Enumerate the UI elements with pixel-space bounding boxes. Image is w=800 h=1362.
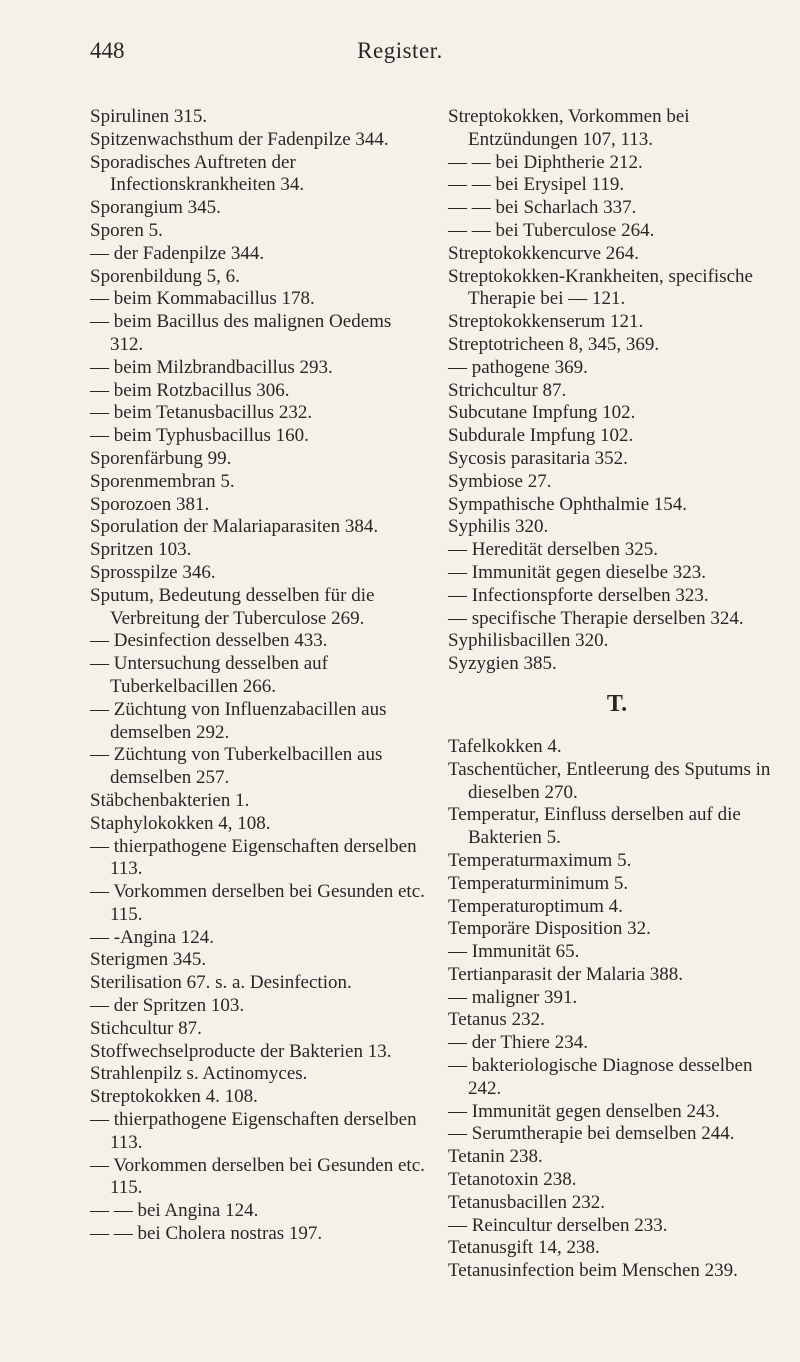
index-entry: Temperatur, Einfluss derselben auf die Bakterien 5. (448, 804, 741, 849)
index-entry: Sterigmen 345. (90, 949, 207, 971)
index-entry: Temporäre Disposition 32. (448, 918, 651, 940)
index-entry: — der Spritzen 103. (90, 995, 245, 1017)
index-entry: — maligner 391. (448, 986, 578, 1008)
index-entry: Tetanusbacillen 232. (448, 1191, 605, 1213)
index-entry: Syzygien 385. (448, 653, 557, 675)
index-entry: Sporenfärbung 99. (90, 447, 232, 469)
section-letter-t: T. (606, 690, 628, 717)
index-entry: — Immunität gegen dieselbe 323. (448, 561, 707, 583)
index-entry: Spritzen 103. (90, 539, 192, 561)
index-entry: Strichcultur 87. (448, 379, 567, 401)
index-entry: Streptotricheen 8, 345, 369. (448, 333, 660, 355)
index-entry: — bakteriologische Diagnose desselben 242. (448, 1055, 753, 1099)
index-entry: Spitzenwachsthum der Fadenpilze 344. (90, 128, 389, 150)
index-entry: — specifische Therapie derselben 324. (448, 607, 744, 629)
index-entry: — Züchtung von Tuberkelbacillen aus demselben 257. (90, 744, 383, 789)
index-entry: Tetanin 238. (448, 1146, 543, 1168)
index-entry: Sprosspilze 346. (90, 561, 216, 583)
index-entry: Sycosis parasitaria 352. (448, 447, 628, 469)
index-entry: Syphilisbacillen 320. (448, 630, 609, 652)
index-entry: Sporozoen 381. (90, 493, 210, 515)
index-entry: Sporenmembran 5. (90, 470, 235, 492)
index-entry: Sporenbildung 5, 6. (90, 265, 240, 287)
index-entry: — beim Milzbrandbacillus 293. (90, 356, 333, 378)
index-entry: — — bei Diphtherie 212. (448, 151, 643, 173)
index-entry: — — bei Erysipel 119. (448, 174, 625, 196)
left-index-column (90, 106, 425, 1246)
index-entry: Stichcultur 87. (90, 1017, 202, 1039)
index-entry: — thierpathogene Eigenschaften derselben 113. (90, 1109, 417, 1153)
index-entry: — beim Rotzbacillus 306. (90, 379, 290, 401)
running-head: Register. (357, 38, 443, 63)
index-entry: Streptokokkencurve 264. (448, 242, 640, 264)
index-entry: — thierpathogene Eigenschaften derselben 113. (90, 835, 417, 880)
index-entry: Tafelkokken 4. (448, 735, 562, 757)
index-entry: — der Thiere 234. (448, 1032, 588, 1054)
index-entry: — der Fadenpilze 344. (90, 242, 265, 264)
index-entry: Tetanusinfection beim Menschen 239. (448, 1260, 738, 1282)
index-entry: — Heredität derselben 325. (448, 539, 658, 561)
index-entry: Sporangium 345. (90, 197, 221, 219)
index-entry: — — bei Cholera nostras 197. (90, 1223, 323, 1245)
index-entry: Temperaturoptimum 4. (448, 895, 623, 917)
index-entry: Streptokokken 4. 108. (90, 1086, 258, 1108)
index-entry: Subcutane Impfung 102. (448, 402, 636, 424)
index-entry: — Desinfection desselben 433. (90, 630, 328, 652)
index-entry: — Untersuchung desselben auf Tuberkelbacillen 266. (90, 653, 328, 697)
index-entry: — beim Typhusbacillus 160. (90, 425, 309, 447)
index-entry: — — bei Angina 124. (90, 1200, 259, 1222)
index-entry: Tetanotoxin 238. (448, 1169, 577, 1191)
index-entry: — Vorkommen derselben bei Gesunden etc. 115. (90, 881, 425, 925)
index-entry: Spirulinen 315. (90, 106, 208, 127)
index-entry: Sympathische Ophthalmie 154. (448, 493, 688, 515)
index-entry: Sputum, Bedeutung desselben für die Verbreitung der Tuberculose 269. (90, 584, 375, 629)
index-entry: — beim Tetanusbacillus 232. (90, 402, 313, 424)
index-entry: — Immunität 65. (448, 941, 580, 963)
index-entry: Taschentücher, Entleerung des Sputums in dieselben 270. (448, 758, 771, 803)
index-entry: Temperaturmaximum 5. (448, 849, 632, 871)
index-entry: Sporulation der Malariaparasiten 384. (90, 516, 379, 538)
index-entry: — Immunität gegen denselben 243. (448, 1100, 720, 1122)
index-entry: Symbiose 27. (448, 470, 552, 492)
page-header (0, 38, 800, 78)
index-entry: Streptokokken-Krankheiten, specifische Therapie bei — 121. (448, 265, 753, 310)
right-entries-t (448, 736, 786, 1283)
index-entry: — Infectionspforte derselben 323. (448, 584, 709, 606)
index-entry: Tertianparasit der Malaria 388. (448, 963, 684, 985)
index-entry: Tetanus 232. (448, 1009, 545, 1031)
index-entry: Streptokokkenserum 121. (448, 311, 644, 333)
index-entry: — — bei Tuberculose 264. (448, 219, 655, 241)
index-entry: Streptokokken, Vorkommen bei Entzündungen 107, 113. (448, 106, 690, 150)
index-entry: — pathogene 369. (448, 356, 588, 378)
index-entry: — beim Kommabacillus 178. (90, 288, 315, 310)
index-entry: Tetanusgift 14, 238. (448, 1237, 600, 1259)
index-entry: Sporadisches Auftreten der Infectionskrankheiten 34. (90, 151, 305, 196)
index-entry: — Züchtung von Influenzabacillen aus demselben 292. (90, 698, 387, 743)
index-entry: — — bei Scharlach 337. (448, 197, 637, 219)
index-entry: Syphilis 320. (448, 516, 549, 538)
index-entry: Sterilisation 67. s. a. Desinfection. (90, 972, 352, 994)
index-entry: Strahlenpilz s. Actinomyces. (90, 1063, 308, 1085)
index-entry: — -Angina 124. (90, 926, 215, 948)
index-entry: — beim Bacillus des malignen Oedems 312. (90, 311, 392, 355)
index-entry: Stoffwechselproducte der Bakterien 13. (90, 1040, 392, 1062)
page-number: 448 (90, 38, 125, 63)
right-entries-s (448, 106, 786, 676)
index-entry: — Serumtherapie bei demselben 244. (448, 1123, 735, 1145)
index-entry: — Reincultur derselben 233. (448, 1214, 668, 1236)
right-index-column (448, 106, 786, 1283)
index-entry: Stäbchenbakterien 1. (90, 789, 250, 811)
index-entry: — Vorkommen derselben bei Gesunden etc. 115. (90, 1154, 425, 1199)
index-entry: Subdurale Impfung 102. (448, 425, 634, 447)
index-entry: Staphylokokken 4, 108. (90, 812, 271, 834)
index-entry: Temperaturminimum 5. (448, 872, 629, 894)
index-entry: Sporen 5. (90, 219, 163, 241)
